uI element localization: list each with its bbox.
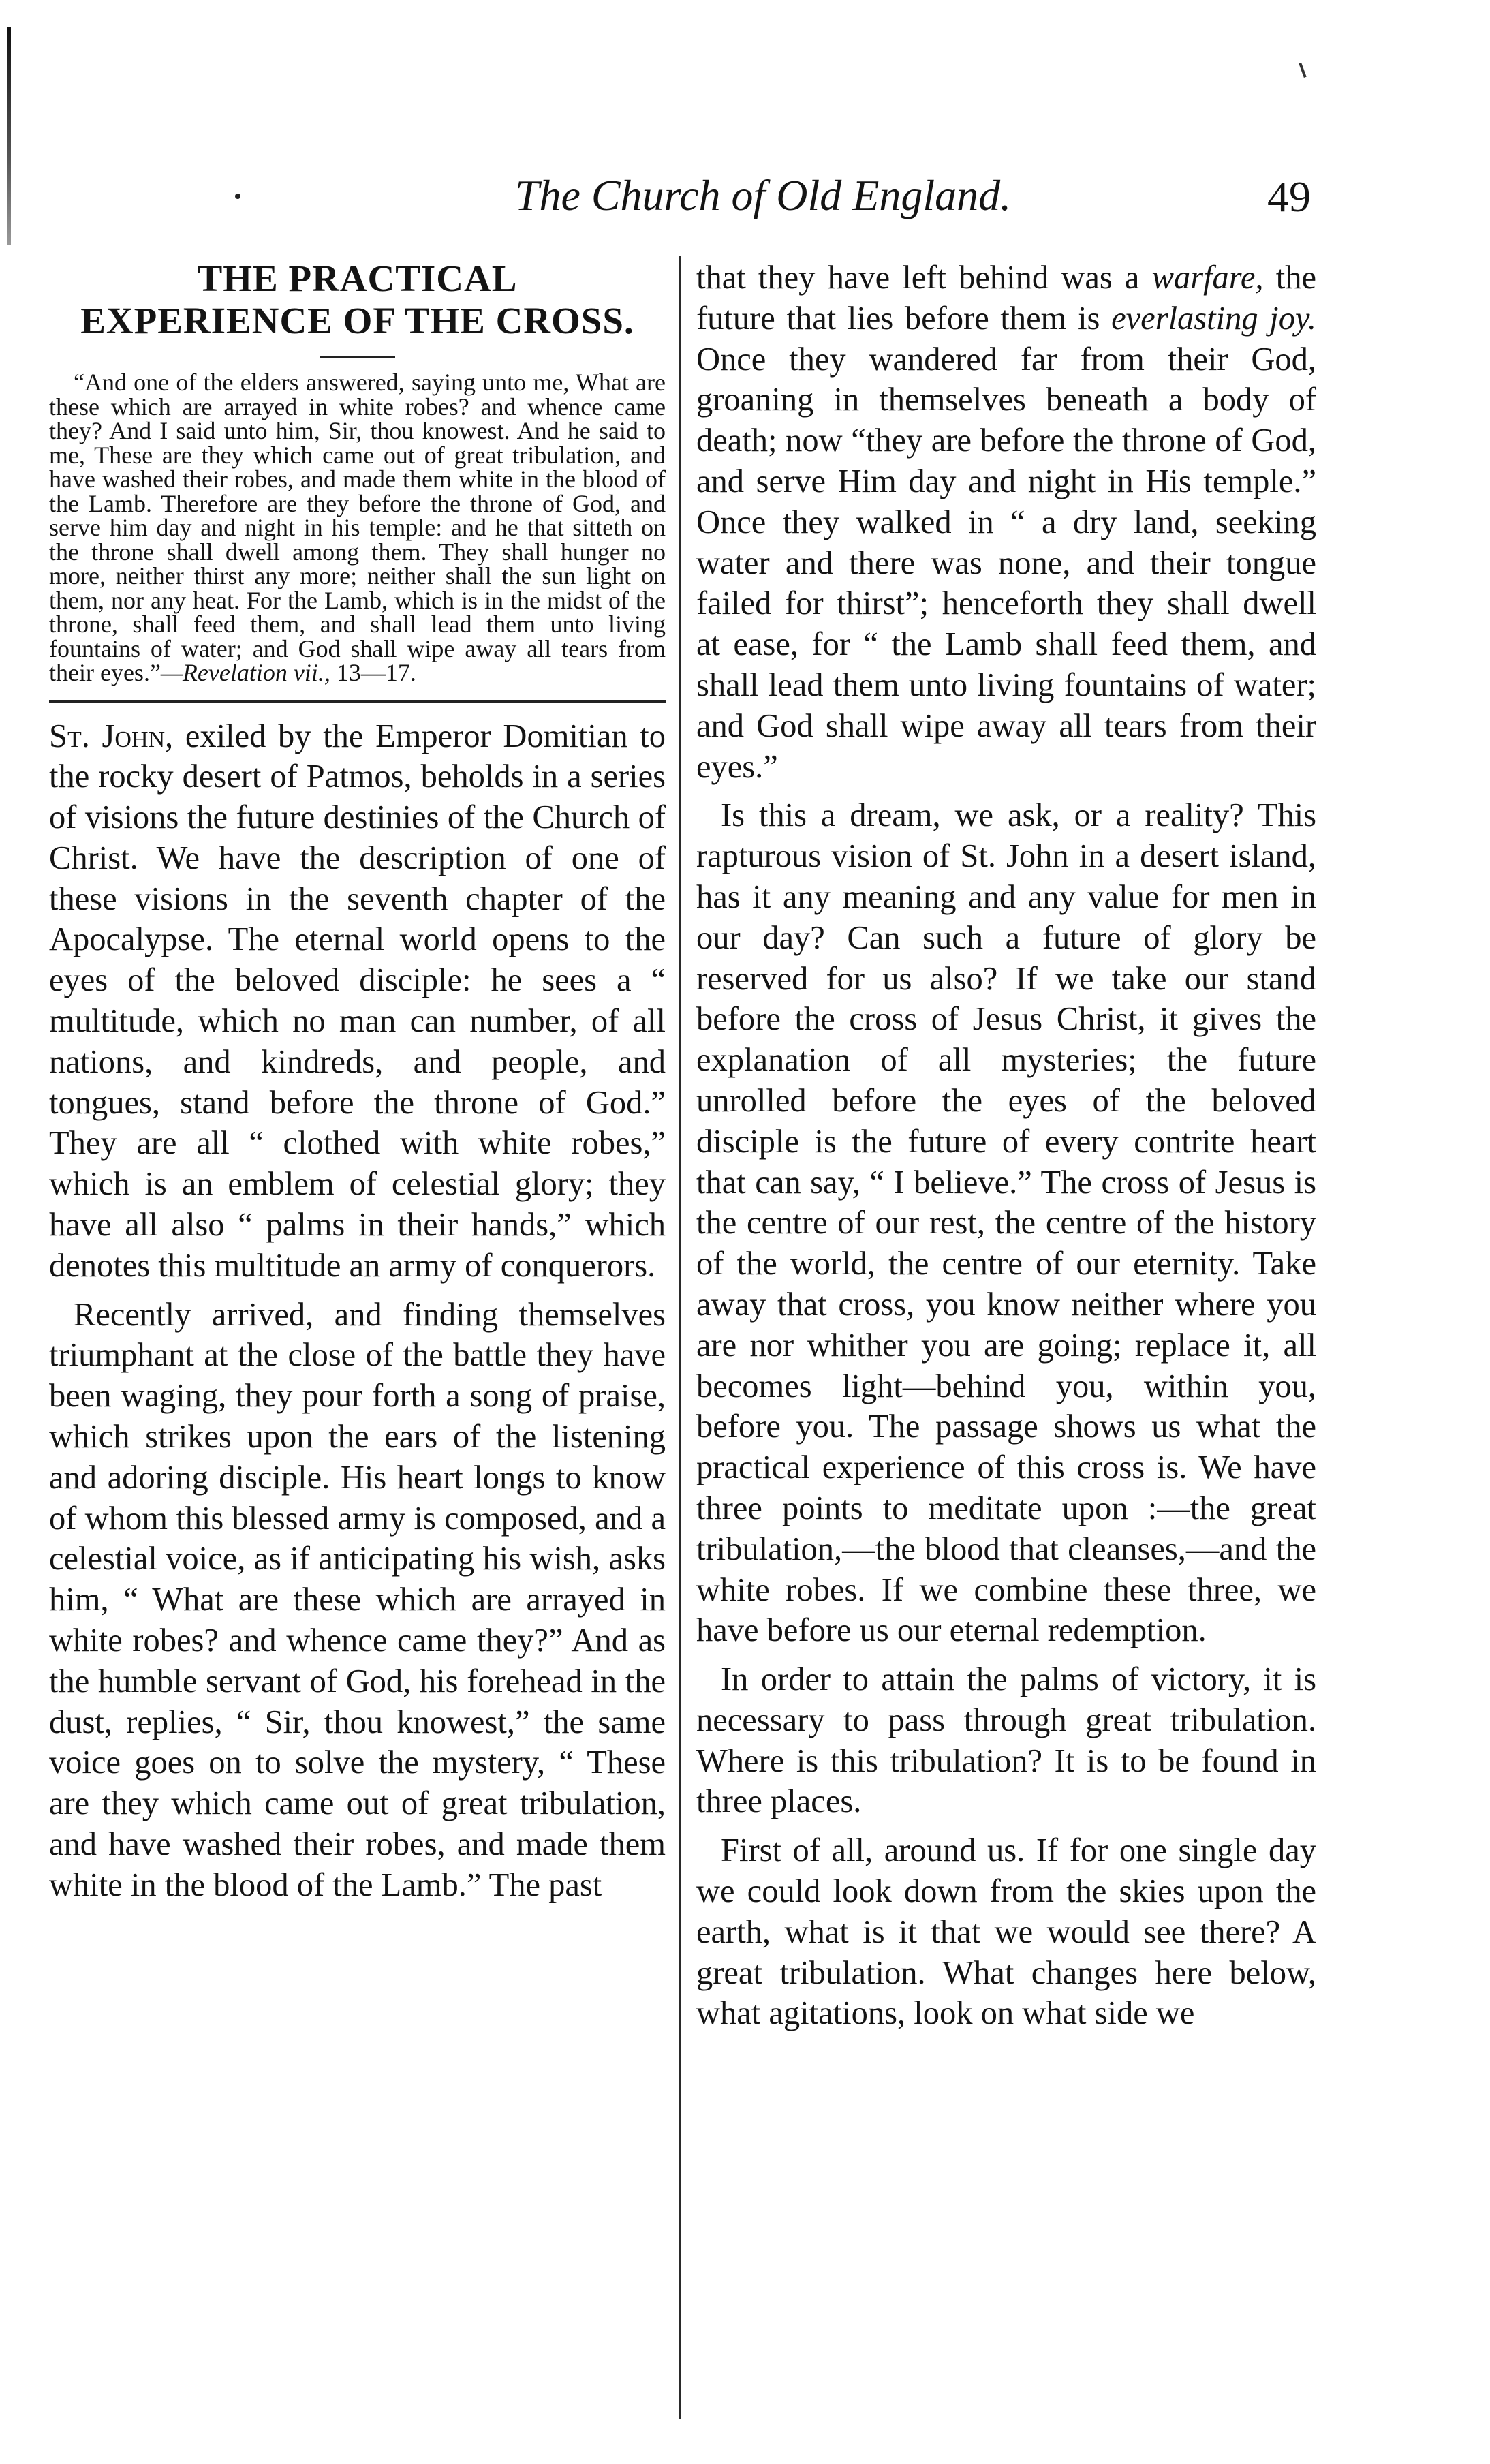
stray-dot-mark (235, 194, 240, 199)
section-heading (49, 258, 666, 342)
stray-tick-mark (1299, 63, 1306, 78)
text-run: Once they wandered far from their God, groaning in themselves beneath a body of death; now “they are before the throne of God, and serve Him day and night in His temple.” Once they walked in “ a dry land, seeking water and there was none, and their tongue failed for thirst”; henceforth they shall dwell at ease, for “ the Lamb shall feed them, and shall lead them unto living fountains of water; and God shall wipe away all tears from their eyes.” (696, 341, 1316, 785)
paragraph-opening-text: exiled by the Emperor Domitian to the rocky desert of Patmos, beholds in a series of visions the future destinies of the Church of Christ. We have the description of one of these visions in the seventh chapter of the Apocalypse. The eternal world opens to the eyes of the beloved disciple: he sees a “ multitude, which no man can number, of all nations, and kindreds, and people, and tongues, stand before the throne of God.” They are all “ clothed with white robes,” which is an emblem of celestial glory; they have all also “ palms in their hands,” which denotes this multitude an army of conquerors. (49, 718, 666, 1284)
paragraph-right-4: First of all, around us. If for one single day we could look down from the skies upon the earth, what is it that we would see there? A great tribulation. What changes here below, what agitations, look on what side we (696, 1832, 1316, 2032)
emphasis-everlasting-joy: everlasting joy. (1111, 300, 1316, 337)
running-title: The Church of Old England. (514, 171, 1012, 219)
epigraph-reference: 13—17. (336, 659, 416, 686)
section-heading-line-2: EXPERIENCE OF THE CROSS. (80, 300, 634, 341)
opening-words: St. John, (49, 718, 174, 754)
epigraph (49, 371, 666, 686)
binding-edge-mark (7, 27, 11, 245)
paragraph-opening (49, 716, 666, 1287)
column-divider (679, 256, 681, 2419)
paragraph-right-1 (696, 258, 1316, 787)
emphasis-warfare: warfare, (1151, 260, 1264, 296)
paragraph-right-2: Is this a dream, we ask, or a reality? This rapturous vision of St. John in a desert island, has it any meaning and any value for men in our day? Can such a future of glory be reserved for us also? If we take our stand before the cross of Jesus Christ, it gives the explanation of all mysteries; the future unrolled before the eyes of the beloved disciple is the future of every contrite heart that can say, “ I believe.” The cross of Jesus is the centre of our rest, the centre of the history of the world, the centre of our eternity. Take away that cross, you know neither where you are nor whither you are going; replace it, all becomes light—behind you, within you, before you. The passage shows us what the practical experience of this cross is. We have three points to meditate upon :—the great tribulation,—the blood that cleanses,—and the white robes. If we combine these three, we have before us our eternal redemption. (696, 797, 1316, 1649)
text-run: the future that lies before them is (696, 260, 1316, 337)
left-column (49, 258, 666, 1906)
epigraph-text: “And one of the elders answered, saying unto me, What are these which are arrayed in white robes? and whence came they? And I said unto him, Sir, thou knowest. And he said to me, These are they which came out of great tribulation, and have washed their robes, and made them white in the blood of the Lamb. Therefore are they before the throne of God, and serve him day and night in his temple: and he that sitteth on the throne shall dwell among them. They shall hunger no more, neither thirst any more; neither shall the sun light on them, nor any heat. For the Lamb, which is in the midst of the throne, shall feed them, and shall lead them unto living fountains of water; and God shall wipe away all tears from their eyes.” (49, 369, 666, 686)
heading-rule (320, 356, 395, 358)
epigraph-rule (49, 700, 666, 703)
epigraph-citation: —Revelation vii., (160, 659, 330, 686)
paragraph-left-2: Recently arrived, and finding themselves triumphant at the close of the battle they have been waging, they pour forth a song of praise, which strikes upon the ears of the listening and adoring disciple. His heart longs to know of whom this blessed army is composed, and a celestial voice, as if anticipating his wish, asks him, “ What are these which are arrayed in white robes? and whence came they?” And as the humble servant of God, his forehead in the dust, replies, “ Sir, thou knowest,” the same voice goes on to solve the mystery, “ These are they which came out of great tribulation, and have washed their robes, and made them white in the blood of the Lamb.” The past (49, 1296, 666, 1903)
section-heading-line-1: THE PRACTICAL (197, 258, 518, 299)
text-run: that they have left behind was a (696, 260, 1152, 296)
paragraph-right-3: In order to attain the palms of victory, it is necessary to pass through great tribulation. Where is this tribulation? It is to be found in three places. (696, 1661, 1316, 1820)
right-column (696, 258, 1316, 2034)
page-number: 49 (1267, 172, 1311, 221)
